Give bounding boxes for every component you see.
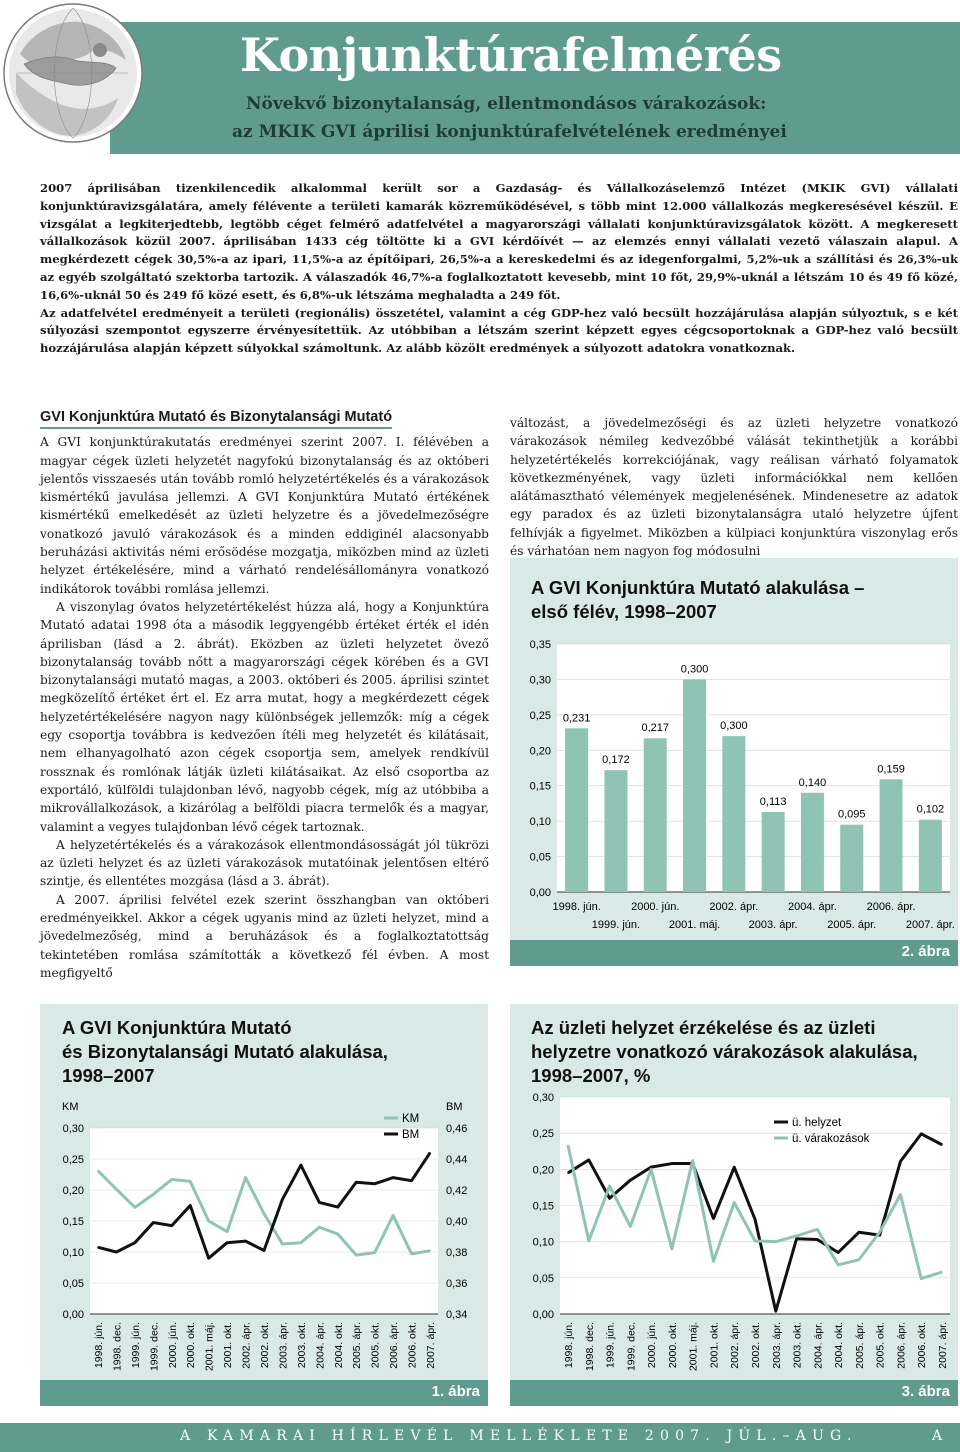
data-point — [650, 1169, 652, 1171]
right-y-tick-label: 0,38 — [446, 1247, 468, 1259]
x-tick-label: 1998. jún. — [563, 1322, 575, 1369]
data-point — [226, 1242, 228, 1244]
y-tick-label: 0,25 — [529, 709, 551, 722]
data-point — [609, 1197, 611, 1199]
data-point — [134, 1207, 136, 1209]
data-point — [775, 1310, 777, 1312]
data-point — [837, 1264, 839, 1266]
legend-label-varakozasok: ü. várakozások — [792, 1133, 870, 1145]
legend-label-bm: BM — [402, 1129, 420, 1141]
x-tick-label: 2002. okt. — [259, 1322, 271, 1369]
left-paragraph-3: A helyzetértékelés és a várakozások ellentmondásosságát jól tükrözi az üzleti helyzet és az üzleti várakozások mutatóinak jelentősen eltérő szintje, és ellentétes mozgása (lásd a 3. ábrát). — [40, 837, 489, 889]
data-point — [189, 1181, 191, 1183]
x-tick-label: 2002. ápr. — [709, 901, 759, 913]
x-tick-label: 1999. jún. — [129, 1322, 142, 1369]
data-point — [245, 1240, 247, 1242]
left-y-tick-label: 0,25 — [62, 1154, 84, 1166]
right-paragraph-1: változást, a jövedelmezőségi és az üzleti helyzetre vonatkozó várakozások némileg kedvezőbbé válását tekinthetjük a korábbi helyzetértékelés korrekciójának, vagy reálisan várható folyamatok következményének, vagy üzleti információkkal nem kellően alátámasztható vélemények megjelenésének. Mindenesetre az adatok egy paradox és az üzleti bizonytalanságra utaló helyzetre újfent felhívják a figyelmet. Miközben a külpiaci konjunktúra viszonylag erős és várhatóan nem nagyon fog módosulni — [510, 416, 958, 559]
right-y-tick-label: 0,44 — [446, 1154, 468, 1166]
page-header — [0, 0, 960, 158]
data-point — [817, 1229, 819, 1231]
chart-2-caption: 2. ábra — [510, 940, 958, 966]
x-tick-label: 1998. jún. — [93, 1322, 105, 1369]
data-point — [189, 1205, 191, 1207]
data-point — [609, 1185, 611, 1187]
bar — [762, 812, 785, 892]
data-point — [713, 1260, 715, 1262]
chart-3-title-line-2: helyzetre vonatkozó várakozások alakulása, — [531, 1041, 918, 1062]
right-axis-label: BM — [446, 1101, 463, 1113]
data-point — [263, 1213, 265, 1215]
intro-paragraph-2: Az adatfelvétel eredményeit a területi (regionális) összetétel, valamint a cég GDP-hez való becsült hozzájárulása alapján súlyoztuk, s e két súlyozási szempontot egyszerre érvényesítettük. Az utóbbiban a létszám szerint képzett egyes cégcsoportoknak a GDP-hez való becsült hozzájárulása alapján képzett súlyokkal számoltunk. Az alább közölt eredmények a súlyozott adatokra vonatkoznak. — [40, 305, 958, 356]
y-tick-label: 0,35 — [529, 639, 551, 651]
bar — [919, 820, 942, 892]
x-tick-label: 2001. máj. — [668, 919, 721, 931]
left-paragraph-2: A viszonylag óvatos helyzetértékelést húzza alá, hogy a Konjunktúra Mutató adatai 1998 óta a második leggyengébb értéket érték el idén áprilisban (lásd a 2. ábrát). Eközben az üzleti helyzetet övező bizonytalanság tovább nőtt a magyarországi cégek körében és a GVI bizonytalansági mutató magas, a 2003. októberi és 2005. áprilisi szintet megközelítő értéket ért el. Ez arra mutat, hogy a megkérdezett cégek helyzetértékelésére nagyon nagy különbségek jellemzők: míg a cégek egy csoportja továbbra is kedvezően ítéli meg helyzetét és kilátásait, nem elhanyagolható azon cégek csoportja sem, amelyek rendkívül rossznak és romlónak látják üzleti kilátásaikat. Az első csoportba az exportáló, külföldi tulajdonban lévő, nagyobb cégek, míg az utóbbiba a mikrovállalkozások, a kizárólag a belföldi piacra termelők és a magyar, valamint a vegyes tulajdonban lévő cégek tartoznak. — [40, 599, 489, 834]
data-label: 0,113 — [759, 795, 787, 808]
data-point — [900, 1161, 902, 1163]
data-label: 0,140 — [798, 776, 827, 789]
data-point — [300, 1242, 302, 1244]
chart-2-title-line-2: első félév, 1998–2007 — [531, 601, 717, 622]
chart-1-title-line-2: és Bizonytalansági Mutató alakulása, — [62, 1041, 388, 1062]
x-tick-label: 2003. okt. — [791, 1322, 804, 1369]
bar — [644, 738, 667, 892]
subtitle-line-2: az MKIK GVI áprilisi konjunktúrafelvételének eredményei — [232, 122, 787, 142]
chart-1-title-line-3: 1998–2007 — [62, 1065, 155, 1086]
x-tick-label: 1999. jún. — [591, 919, 641, 931]
data-point — [941, 1271, 943, 1273]
y-tick-label: 0,10 — [532, 1236, 554, 1249]
data-point — [713, 1218, 715, 1220]
x-tick-label: 2002. okt. — [750, 1322, 762, 1369]
x-tick-label: 2001. okt. — [708, 1322, 721, 1369]
x-tick-label: 2002. ápr. — [240, 1322, 253, 1369]
bar — [565, 728, 588, 892]
chart-3-title-line-1: Az üzleti helyzet érzékelése és az üzleti — [531, 1017, 876, 1038]
chart-3-plot — [510, 1004, 958, 1406]
page-title: Konjunktúrafelmérés — [240, 28, 782, 82]
data-point — [116, 1189, 118, 1191]
data-label: 0,231 — [562, 712, 591, 725]
data-point — [97, 1247, 99, 1249]
x-tick-label: 2004. okt. — [833, 1322, 846, 1369]
x-tick-label: 2000. okt. — [666, 1322, 679, 1369]
data-point — [337, 1206, 339, 1208]
right-column — [510, 414, 958, 560]
data-label: 0,102 — [916, 803, 945, 816]
data-point — [374, 1183, 376, 1185]
chart-1-box — [40, 1004, 488, 1406]
x-tick-label: 2005. ápr. — [827, 919, 877, 931]
legend-label-helyzet: ü. helyzet — [792, 1117, 842, 1129]
bar — [840, 825, 863, 892]
intro-paragraph-1: 2007 áprilisában tizenkilencedik alkalommal került sor a Gazdaság- és Vállalkozáselemző Intézet (MKIK GVI) vállalati konjunktúravizsgálatára, amely félévente a területi kamarák közreműködésével, s több mint 12.000 vállalkozás megkeresésével készül. E vizsgálat a legkiterjedtebb, legtöbb céget felmérő adatfelvétel a magyarországi vállalati konjunktúravizsgálatok között. A megkeresett vállalkozások közül 2007. áprilisában 1433 cég töltötte ki a GVI kérdőívét — az elemzés ennyi vállalati vezető válaszain alapul. A megkérdezett cégek 30,5%-a az ipari, 11,5%-a az építőipari, 26,5%-a a kereskedelmi és az idegenforgalmi, 5,2%-uk a szállítási és 26,3%-uk az egyéb szolgáltató szektorba tartozik. A válaszadók 46,7%-a foglalkoztatott kevesebb, mint 10 főt, 29,9%-uknál a létszám 10 és 49 fő közé, 16,6%-uknál 50 és 249 fő közé esett, és 6,8%-uk létszáma meghaladta a 249 főt. — [40, 181, 958, 302]
x-tick-label: 1999. jún. — [604, 1322, 617, 1369]
chart-2-title-line-1: A GVI Konjunktúra Mutató alakulása – — [531, 577, 865, 598]
x-tick-label: 1998. dec. — [111, 1322, 124, 1372]
data-point — [588, 1159, 590, 1161]
x-tick-label: 2007. ápr. — [937, 1322, 949, 1369]
y-tick-label: 0,15 — [529, 780, 551, 793]
x-tick-label: 2006. okt. — [916, 1322, 929, 1369]
y-tick-label: 0,25 — [532, 1128, 554, 1141]
data-point — [588, 1240, 590, 1242]
chart-1-title-line-1: A GVI Konjunktúra Mutató — [62, 1017, 292, 1038]
left-y-tick-label: 0,20 — [62, 1185, 84, 1197]
chart-3-title-line-3: 1998–2007, % — [531, 1065, 651, 1086]
data-point — [796, 1238, 798, 1240]
right-y-tick-label: 0,36 — [446, 1278, 468, 1290]
bar — [801, 793, 824, 892]
data-point — [337, 1233, 339, 1235]
data-point — [858, 1259, 860, 1261]
x-tick-label: 2007. ápr. — [425, 1322, 437, 1369]
data-point — [941, 1144, 943, 1146]
data-point — [134, 1242, 136, 1244]
x-tick-label: 2005. ápr. — [853, 1322, 866, 1369]
data-point — [300, 1164, 302, 1166]
x-tick-label: 2001. máj. — [203, 1322, 216, 1372]
x-tick-label: 1999. dec. — [625, 1322, 638, 1372]
y-tick-label: 0,05 — [529, 851, 551, 864]
data-point — [282, 1199, 284, 1201]
data-point — [116, 1251, 118, 1253]
x-tick-label: 2000. jún. — [646, 1322, 659, 1369]
right-y-tick-label: 0,42 — [446, 1185, 468, 1197]
data-point — [319, 1226, 321, 1228]
x-tick-label: 2004. okt. — [332, 1322, 345, 1369]
y-tick-label: 0,00 — [532, 1309, 554, 1321]
chart-3-caption: 3. ábra — [510, 1380, 958, 1406]
left-axis-label: KM — [62, 1101, 79, 1113]
x-tick-label: 2001. okt. — [222, 1322, 235, 1369]
data-point — [920, 1278, 922, 1280]
data-point — [245, 1177, 247, 1179]
data-label: 0,300 — [680, 663, 709, 676]
data-point — [392, 1215, 394, 1217]
data-point — [630, 1179, 632, 1181]
left-paragraph-1: A GVI konjunktúrakutatás eredményei szerint 2007. I. félévében a magyar cégek üzleti helyzetét nagyfokú bizonytalanság és az októberi jelentős visszaesés után tovább romló helyzetértékelés és a várakozások kismértékű javulása jellemzi. A GVI Konjunktúra Mutató értékének kismértékű emelkedését az üzleti helyzetre és a jövedelmezőségre vonatkozó javuló várakozások és a minden eddiginél alacsonyabb beruházási aktivitás némi erősödése mozgatja, miközben mind az üzleti helyzet értékelésére, mind a várható rendelésállományra vonatkozó indikátorok további romlása jellemzi. — [40, 435, 489, 596]
data-point — [692, 1160, 694, 1162]
chart-2-plot — [510, 558, 958, 966]
data-point — [837, 1252, 839, 1254]
data-point — [226, 1231, 228, 1233]
x-tick-label: 2004. ápr. — [314, 1322, 327, 1369]
data-point — [208, 1220, 210, 1222]
legend-label-km: KM — [402, 1113, 420, 1125]
data-point — [411, 1180, 413, 1182]
y-tick-label: 0,20 — [529, 745, 551, 758]
bar — [722, 736, 745, 892]
data-point — [153, 1194, 155, 1196]
y-tick-label: 0,30 — [532, 1092, 554, 1104]
left-y-tick-label: 0,15 — [62, 1216, 84, 1228]
data-point — [171, 1179, 173, 1181]
footer-page-letter: A — [932, 1428, 943, 1444]
y-tick-label: 0,10 — [529, 816, 551, 829]
data-point — [355, 1254, 357, 1256]
x-tick-label: 2005. ápr. — [351, 1322, 364, 1369]
data-point — [879, 1231, 881, 1233]
data-point — [429, 1250, 431, 1252]
x-tick-label: 1998. jún. — [552, 901, 601, 913]
intro-text — [40, 180, 958, 358]
subtitle-line-1: Növekvő bizonytalanság, ellentmondásos várakozások: — [246, 94, 767, 114]
x-tick-label: 2006. ápr. — [388, 1322, 401, 1369]
data-point — [796, 1235, 798, 1237]
right-y-tick-label: 0,34 — [446, 1309, 468, 1321]
data-point — [429, 1152, 431, 1154]
left-column — [40, 408, 489, 982]
data-point — [153, 1222, 155, 1224]
bar — [604, 770, 627, 892]
left-y-tick-label: 0,30 — [62, 1123, 84, 1135]
x-tick-label: 2006. okt. — [406, 1322, 419, 1369]
data-label: 0,172 — [602, 754, 630, 767]
y-tick-label: 0,20 — [532, 1164, 554, 1177]
data-point — [411, 1253, 413, 1255]
y-tick-label: 0,00 — [529, 887, 551, 899]
data-point — [97, 1170, 99, 1172]
left-paragraph-4: A 2007. áprilisi felvétel ezek szerint összhangban van októberi eredményeikkel. Akkor a cégek ugyanis mind az üzleti helyzet, mind a jövedelmezőség, mind a beruházások és a foglalkoztatottság tekintetében romlása számították a következő fél évben. A most megfigyeltő — [40, 892, 489, 980]
x-tick-label: 2001. máj. — [687, 1322, 700, 1372]
data-point — [374, 1252, 376, 1254]
x-tick-label: 2004. ápr. — [812, 1322, 825, 1369]
x-tick-label: 2000. jún. — [166, 1322, 179, 1369]
bar — [880, 779, 903, 892]
data-point — [733, 1166, 735, 1168]
data-point — [920, 1133, 922, 1135]
data-point — [650, 1166, 652, 1168]
data-point — [392, 1177, 394, 1179]
left-y-tick-label: 0,05 — [62, 1278, 84, 1290]
data-point — [630, 1226, 632, 1228]
y-tick-label: 0,15 — [532, 1200, 554, 1213]
chart-1-caption: 1. ábra — [40, 1380, 488, 1406]
left-y-tick-label: 0,10 — [62, 1247, 84, 1259]
left-y-tick-label: 0,00 — [62, 1309, 84, 1321]
x-tick-label: 2003. ápr. — [277, 1322, 290, 1369]
x-tick-label: 2003. ápr. — [748, 919, 798, 931]
data-point — [754, 1218, 756, 1220]
chart-1-plot — [40, 1004, 488, 1406]
x-tick-label: 2002. ápr. — [729, 1322, 742, 1369]
globe-logo-icon — [2, 2, 144, 144]
x-tick-label: 2005. okt. — [874, 1322, 887, 1369]
right-y-tick-label: 0,40 — [446, 1216, 468, 1228]
x-tick-label: 2006. ápr. — [866, 901, 916, 913]
data-label: 0,300 — [720, 720, 748, 733]
footer-text: A KAMARAI HÍRLEVÉL MELLÉKLETE 2007. JÚL.–AUG. — [180, 1428, 858, 1444]
data-label: 0,095 — [837, 808, 866, 821]
data-point — [355, 1181, 357, 1183]
x-tick-label: 2000. jún. — [631, 901, 680, 913]
x-tick-label: 2007. ápr. — [905, 919, 955, 931]
x-tick-label: 2003. okt. — [295, 1322, 308, 1369]
x-tick-label: 2005. okt. — [369, 1322, 382, 1369]
section-heading: GVI Konjunktúra Mutató és Bizonytalansági Mutató — [40, 408, 392, 429]
data-label: 0,217 — [641, 722, 670, 735]
data-point — [754, 1240, 756, 1242]
data-point — [858, 1231, 860, 1233]
data-point — [733, 1202, 735, 1204]
data-point — [567, 1145, 569, 1147]
data-point — [817, 1239, 819, 1241]
x-tick-label: 2003. ápr. — [770, 1322, 783, 1369]
x-tick-label: 2000. okt. — [185, 1322, 198, 1369]
x-tick-label: 1999. dec. — [148, 1322, 161, 1372]
right-y-tick-label: 0,46 — [446, 1123, 468, 1135]
x-tick-label: 2004. ápr. — [787, 901, 837, 913]
y-tick-label: 0,05 — [532, 1272, 554, 1285]
data-point — [282, 1243, 284, 1245]
data-label: 0,159 — [877, 763, 905, 776]
chart-3-box — [510, 1004, 958, 1406]
data-point — [671, 1163, 673, 1165]
chart-2-box — [510, 558, 958, 966]
x-tick-label: 1998. dec. — [583, 1322, 596, 1372]
x-tick-label: 2006. ápr. — [895, 1322, 908, 1369]
data-point — [263, 1250, 265, 1252]
data-point — [208, 1257, 210, 1259]
data-point — [671, 1248, 673, 1250]
bar — [683, 679, 706, 892]
y-tick-label: 0,30 — [529, 674, 551, 687]
data-point — [319, 1202, 321, 1204]
data-point — [900, 1194, 902, 1196]
data-point — [567, 1172, 569, 1174]
data-point — [775, 1241, 777, 1243]
data-point — [171, 1225, 173, 1227]
